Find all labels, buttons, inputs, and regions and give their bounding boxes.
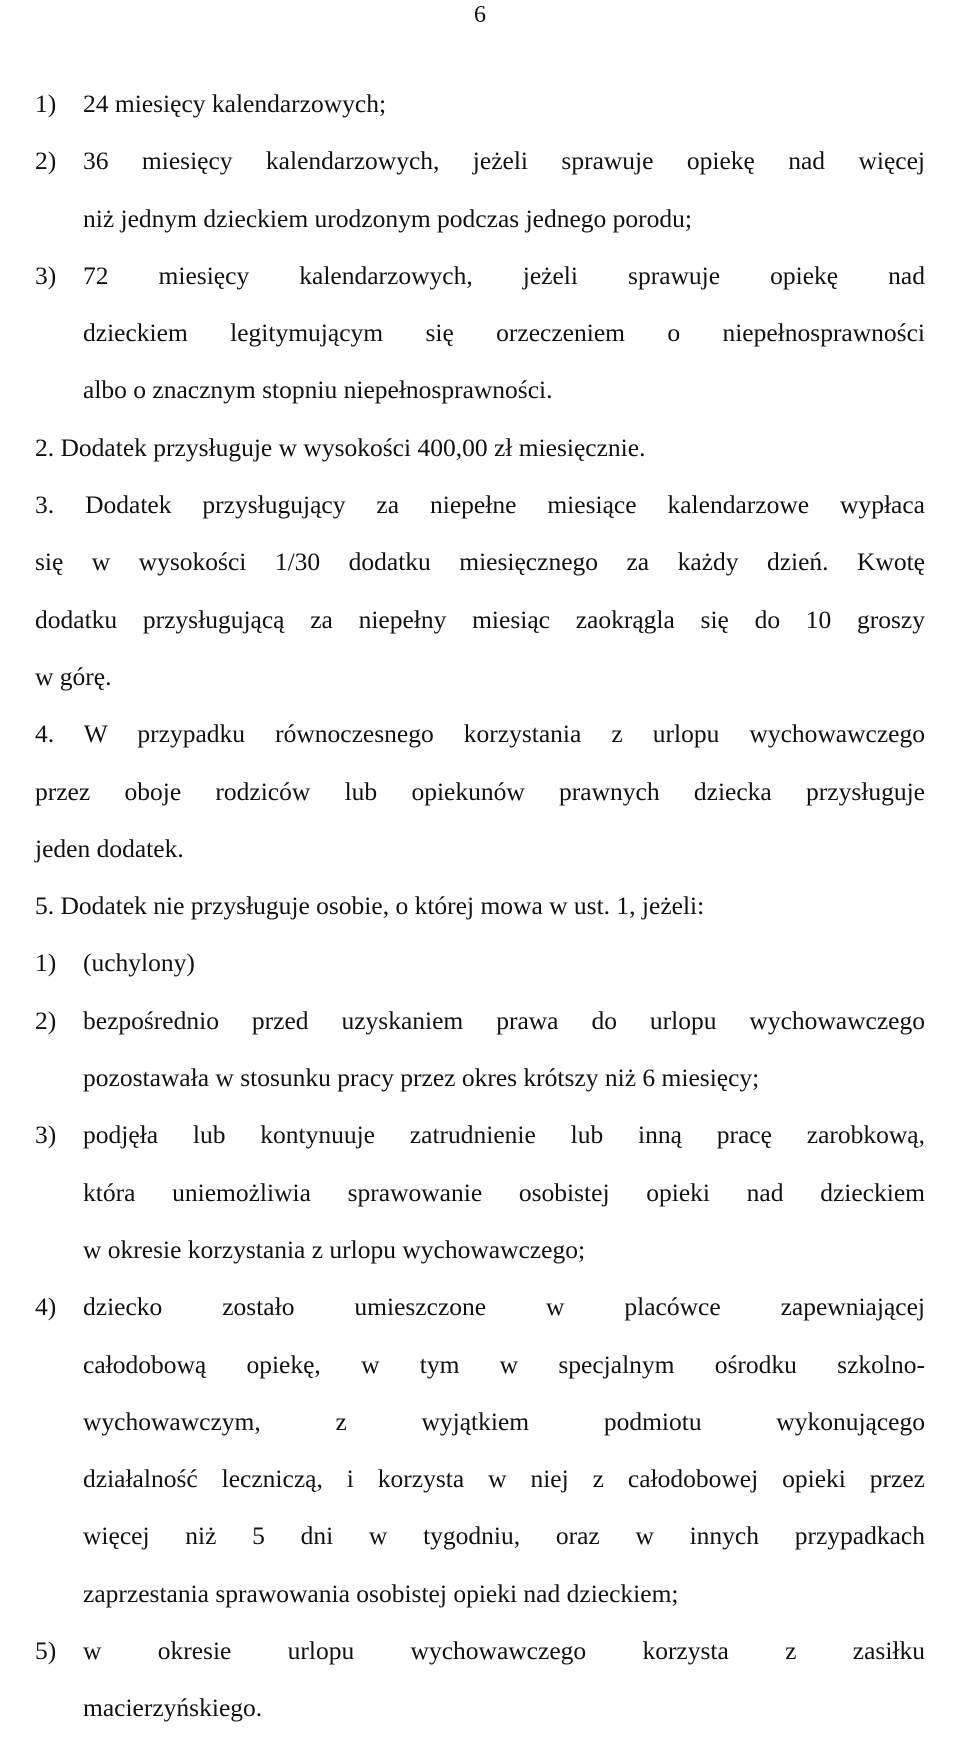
list-item-continuation: macierzyńskiego. [83, 1693, 263, 1723]
list-item-text: 36 miesięcy kalendarzowych, jeżeli sprawuje opiekę nad więcej [83, 146, 925, 176]
list-item-text: w okresie urlopu wychowawczego korzysta z zasiłku [83, 1636, 925, 1666]
list-item-number: 3) [35, 1120, 57, 1150]
paragraph-3-line: w górę. [35, 661, 112, 691]
list-item-continuation: wychowawczym, z wyjątkiem podmiotu wykonującego [83, 1406, 925, 1436]
list-item [35, 992, 925, 1049]
list-item-continuation: dzieckiem legitymującym się orzeczeniem o niepełnosprawności [83, 318, 925, 348]
list-item [35, 75, 925, 132]
list-item-continuation: całodobową opiekę, w tym w specjalnym ośrodku szkolno- [83, 1349, 925, 1379]
list-item-continuation: albo o znacznym stopniu niepełnosprawności. [83, 375, 553, 405]
list-item-text: 24 miesięcy kalendarzowych; [83, 89, 387, 118]
paragraph-3-line: 3. Dodatek przysługujący za niepełne miesiące kalendarzowe wypłaca [35, 490, 925, 520]
paragraph-4-line: 4. W przypadku równoczesnego korzystania z urlopu wychowawczego [35, 719, 925, 749]
list-item [35, 934, 925, 991]
list-item-continuation: która uniemożliwia sprawowanie osobistej opieki nad dzieckiem [83, 1177, 925, 1207]
list-item [35, 1278, 925, 1335]
list-item-number: 5) [35, 1636, 57, 1666]
list-item-number: 2) [35, 1005, 57, 1035]
list-item-continuation: więcej niż 5 dni w tygodniu, oraz w innych przypadkach [83, 1521, 925, 1551]
page-number: 6 [474, 2, 486, 28]
list-item-continuation: w okresie korzystania z urlopu wychowawczego; [83, 1234, 586, 1264]
document-body [35, 75, 925, 1737]
list-item [35, 132, 925, 189]
list-item [35, 1106, 925, 1163]
list-item-continuation: działalność leczniczą, i korzysta w niej z całodobowej opieki przez [83, 1464, 925, 1494]
list-item-text: bezpośrednio przed uzyskaniem prawa do urlopu wychowawczego [83, 1005, 925, 1035]
list-item [35, 1622, 925, 1679]
list-item-text: (uchylony) [83, 948, 195, 978]
list-item-number: 2) [35, 146, 57, 176]
paragraph-3-line: się w wysokości 1/30 dodatku miesięcznego za każdy dzień. Kwotę [35, 547, 925, 577]
paragraph-4-line: przez oboje rodziców lub opiekunów prawnych dziecka przysługuje [35, 776, 925, 806]
paragraph-5: 5. Dodatek nie przysługuje osobie, o której mowa w ust. 1, jeżeli: [35, 891, 705, 921]
list-item-text: 72 miesięcy kalendarzowych, jeżeli sprawuje opiekę nad [83, 260, 925, 290]
list-item-continuation: pozostawała w stosunku pracy przez okres krótszy niż 6 miesięcy; [83, 1063, 760, 1093]
list-item-text: dziecko zostało umieszczone w placówce zapewniającej [83, 1292, 925, 1322]
list-item-number: 4) [35, 1292, 57, 1322]
list-item [35, 247, 925, 304]
list-item-number: 3) [35, 260, 57, 290]
list-item-continuation: zaprzestania sprawowania osobistej opieki nad dzieckiem; [83, 1578, 679, 1608]
list-item-number: 1) [35, 89, 57, 118]
paragraph-3-line: dodatku przysługującą za niepełny miesiąc zaokrągla się do 10 groszy [35, 604, 925, 634]
list-item-text: podjęła lub kontynuuje zatrudnienie lub inną pracę zarobkową, [83, 1120, 925, 1150]
paragraph-4-line: jeden dodatek. [35, 833, 184, 863]
list-item-number: 1) [35, 948, 57, 978]
paragraph-2: 2. Dodatek przysługuje w wysokości 400,00 zł miesięcznie. [35, 432, 646, 462]
list-item-continuation: niż jednym dzieckiem urodzonym podczas jednego porodu; [83, 203, 692, 233]
